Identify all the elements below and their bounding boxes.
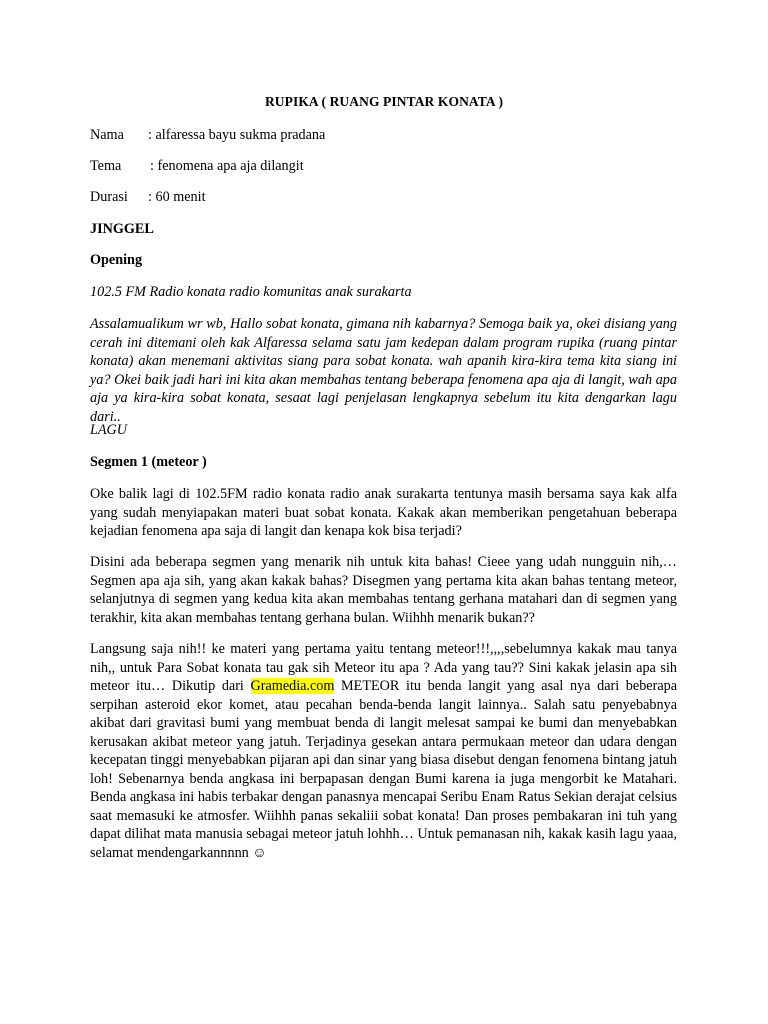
field-value-durasi: : 60 menit <box>148 189 206 205</box>
segment1-heading: Segmen 1 (meteor ) <box>90 454 207 470</box>
field-label-durasi: Durasi <box>90 189 128 205</box>
segment1-paragraph-1: Oke balik lagi di 102.5FM radio konata radio anak surakarta tentunya masih bersama saya kak alfa yang sudah menyiapakan materi buat sobat konata. Kakak akan memberikan pengetahuan beberapa kejadian fenomena apa saja di langit dan kenapa kok bisa terjadi? <box>90 486 677 539</box>
opening-paragraph: Assalamualikum wr wb, Hallo sobat konata, gimana nih kabarnya? Semoga baik ya, okei disiang yang cerah ini ditemani oleh kak Alfaressa selama satu jam kedepan dalam program rupika (ruang pintar konata) akan menemani aktivitas siang para sobat konata. wah apanih kira-kira tema kita siang ini ya? Okei baik jadi hari ini kita akan membahas tentang beberapa fenomena apa aja di langit, wah apa aja ya kira-kira sobat konata, sesaat lagi penjelasan lengkapnya sebelum itu kita dengarkan lagu dari.. <box>90 316 677 425</box>
opening-heading: Opening <box>90 252 143 268</box>
paragraph-3-text-before: Langsung saja nih!! ke materi yang pertama yaitu tentang meteor!!!,,,,sebelumnya kakak mau tanya nih,, untuk Para Sobat konata tau gak sih Meteor itu apa ? Ada yang tau?? Sini kakak jelasin apa sih meteor itu… Dikutip dari <box>90 641 677 694</box>
gramedia-highlight: Gramedia.com <box>250 678 335 694</box>
segment1-paragraph-2: Disini ada beberapa segmen yang menarik nih untuk kita bahas! Cieee yang udah nungguin nih,… Segmen apa aja sih, yang akan kakak bahas? Disegmen yang pertama kita akan bahas tentang meteor, selanjutnya di segmen yang kedua kita akan membahas tentang gerhana matahari dan di segmen yang terakhir, kita akan membahas tentang gerhana bulan. Wiihhh menarik bukan?? <box>90 554 677 626</box>
station-line: 102.5 FM Radio konata radio komunitas anak surakarta <box>90 284 412 300</box>
jinggel-heading: JINGGEL <box>90 221 154 237</box>
field-label-nama: Nama <box>90 127 124 143</box>
field-value-nama: : alfaressa bayu sukma pradana <box>148 127 326 143</box>
document-title: RUPIKA ( RUANG PINTAR KONATA ) <box>264 94 504 109</box>
lagu-label: LAGU <box>90 422 128 438</box>
paragraph-3-text-after: METEOR itu benda langit yang asal nya dari beberapa serpihan asteroid ekor komet, atau pecahan benda-benda langit lainnya.. Salah satu penyebabnya akibat dari gravitasi bumi yang membuat benda di langit melesat sampai ke bumi dan menyebabkan kerusakan akibat meteor yang jatuh. Terjadinya gesekan antara permukaan meteor dan udara dengan kecepatan tinggi menyebabkan pijaran api dan sinar yang biasa disebut dengan fenomena bintang jatuh loh! Sebenarnya benda angkasa ini berpapasan dengan Bumi karena ia juga mengorbit ke Matahari. Benda angkasa ini habis terbakar dengan panasnya mencapai Seribu Enam Ratus Sekian derajat celsius saat memasuki ke atmosfer. Wiihhh panas sekaliii sobat konata! Dan proses pembakaran ini tuh yang dapat dilihat mata manusia sebagai meteor jatuh lohhh… Untuk pemanasan nih, kakak kasih lagu yaaa, selamat mendengarkannnnn ☺ <box>90 678 678 861</box>
field-label-tema: Tema <box>90 158 122 174</box>
segment1-paragraph-3 <box>90 640 677 862</box>
field-value-tema: : fenomena apa aja dilangit <box>150 158 304 174</box>
